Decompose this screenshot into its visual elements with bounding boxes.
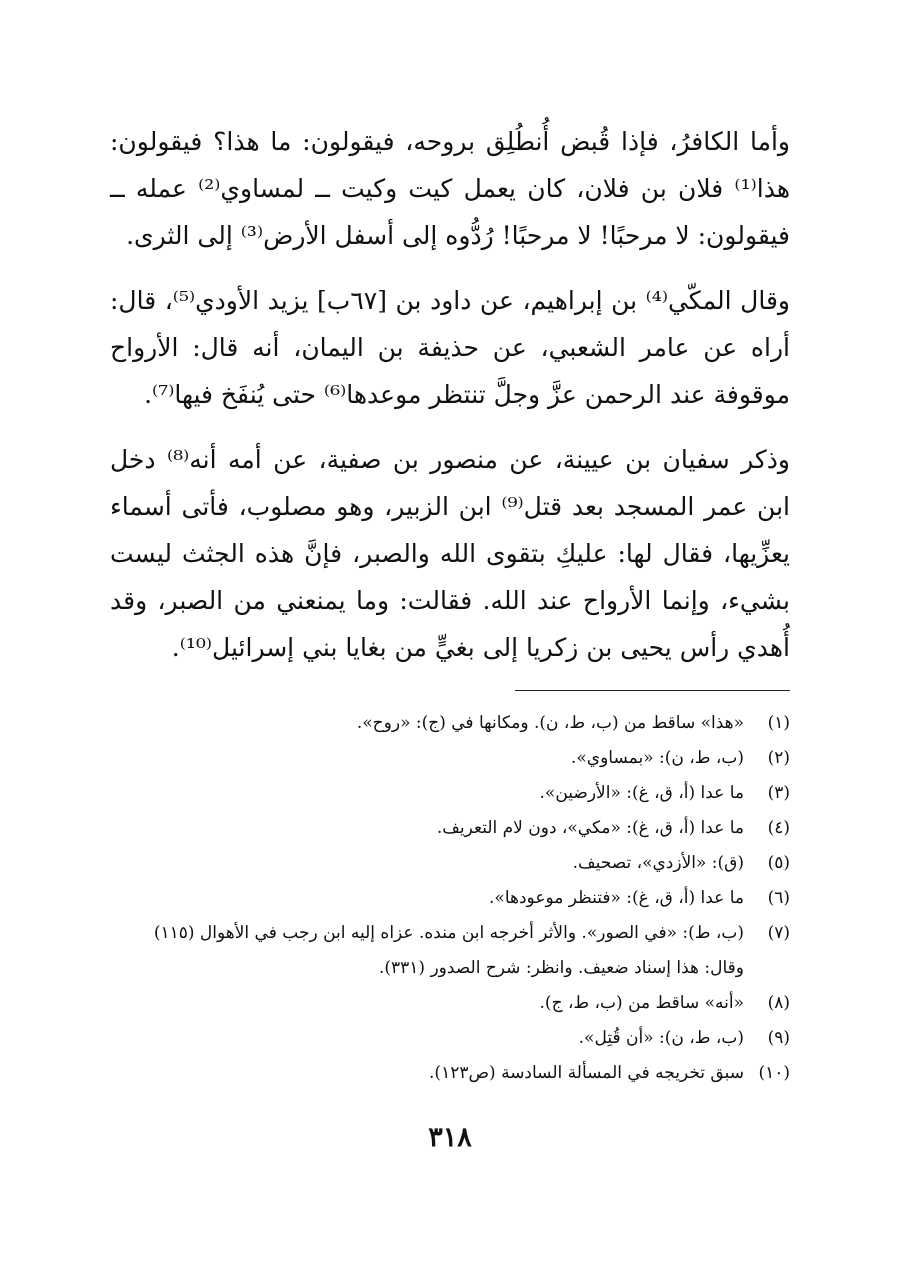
- paragraph-2: وقال المكّي⁽⁴⁾ بن إبراهيم، عن داود بن [٦٧ب] يزيد الأودي⁽⁵⁾، قال: أراه عن عامر الشعبي، عن حذيفة بن اليمان، أنه قال: الأرواح موقوفة عند الرحمن عزَّ وجلَّ تنتظر موعدها⁽⁶⁾ حتى يُنفَخ فيها⁽⁷⁾.: [110, 286, 790, 409]
- footnote-number: (٧): [767, 923, 790, 943]
- footnote-6: [110, 881, 790, 916]
- footnote-text: «هذا» ساقط من (ب، ط، ن). ومكانها في (ج): «روح».: [356, 713, 744, 733]
- paragraph-3: وذكر سفيان بن عيينة، عن منصور بن صفية، عن أمه أنه⁽⁸⁾ دخل ابن عمر المسجد بعد قتل⁽⁹⁾ ابن الزبير، وهو مصلوب، فأتى أسماء يعزِّيها، فقال لها: عليكِ بتقوى الله والصبر، فإنَّ هذه الجثث ليست بشيء، وإنما الأرواح عند الله. فقالت: وما يمنعني من الصبر، وقد أُهدي رأس يحيى بن زكريا إلى بغيٍّ من بغايا بني إسرائيل⁽¹⁰⁾.: [110, 445, 790, 662]
- footnote-9: [110, 1021, 790, 1056]
- footnote-text: (ب، ط): «في الصور». والأثر أخرجه ابن منده. عزاه إليه ابن رجب في الأهوال (١١٥) وقال: هذا إسناد ضعيف. وانظر: شرح الصدور (٣٣١).: [153, 923, 744, 978]
- footnote-number: (٤): [767, 818, 790, 838]
- footnote-number: (١): [767, 713, 790, 733]
- paragraph-1: وأما الكافرُ، فإذا قُبض أُنطُلِق بروحه، فيقولون: ما هذا؟ فيقولون: هذا⁽¹⁾ فلان بن فلان، كان يعمل كيت وكيت ــ لمساوي⁽²⁾ عمله ــ فيقولون: لا مرحبًا! لا مرحبًا! رُدُّوه إلى أسفل الأرض⁽³⁾ إلى الثرى.: [110, 127, 791, 250]
- footnote-text: سبق تخريجه في المسألة السادسة (ص١٢٣).: [429, 1063, 744, 1083]
- footnote-text: (ب، ط، ن): «بمساوي».: [570, 748, 744, 768]
- footnote-number: (٩): [767, 1028, 790, 1048]
- footnote-number: (١٠): [758, 1063, 790, 1083]
- footnote-separator: [515, 690, 790, 691]
- footnote-5: [110, 846, 790, 881]
- footnote-number: (٥): [767, 853, 790, 873]
- footnote-1: [110, 706, 790, 741]
- footnote-8: [110, 986, 790, 1021]
- footnotes-list: [110, 706, 790, 1091]
- page-number: ٣١٨: [428, 1122, 472, 1153]
- footnote-4: [110, 811, 790, 846]
- footnote-text: ما عدا (أ، ق، غ): «فتنظر موعودها».: [489, 888, 744, 908]
- footnote-text: ما عدا (أ، ق، غ): «مكي»، دون لام التعريف.: [436, 818, 744, 838]
- footnote-2: [110, 741, 790, 776]
- footnote-7: [110, 916, 790, 986]
- footnote-number: (٢): [767, 748, 790, 768]
- footnote-text: ما عدا (أ، ق، غ): «الأرضين».: [539, 783, 744, 803]
- footnote-number: (٦): [767, 888, 790, 908]
- footnote-number: (٨): [767, 993, 790, 1013]
- footnote-text: «أنه» ساقط من (ب، ط، ج).: [539, 993, 744, 1013]
- footnote-number: (٣): [767, 783, 790, 803]
- main-text: [110, 118, 790, 689]
- footnote-text: (ب، ط، ن): «أن قُتِل».: [578, 1028, 744, 1048]
- footnote-10: [110, 1056, 790, 1091]
- footnote-text: (ق): «الأزدي»، تصحيف.: [572, 853, 744, 873]
- footnote-3: [110, 776, 790, 811]
